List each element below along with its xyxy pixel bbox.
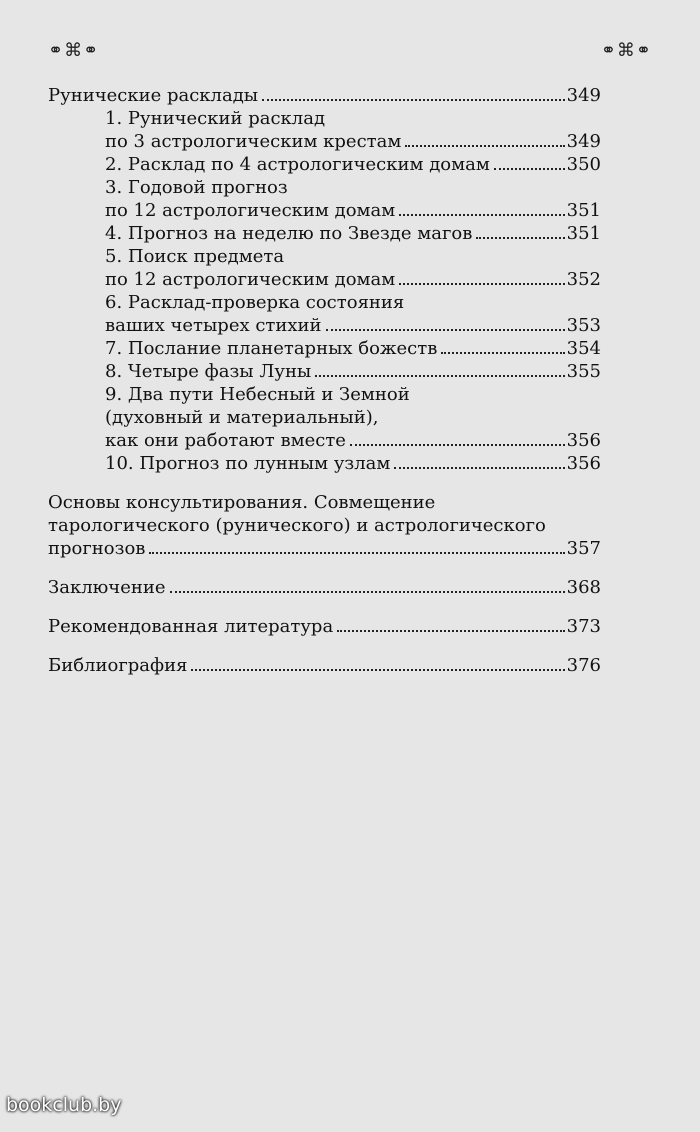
toc-entry-title-line: 5. Поиск предмета (105, 246, 285, 267)
toc-page-number: 349 (566, 85, 601, 106)
toc-entry-title-line: Основы консультирования. Совмещение (48, 492, 436, 513)
toc-entry-title-line: 3. Годовой прогноз (105, 177, 288, 198)
toc-leader (441, 352, 564, 354)
toc-entry-title: Рунические расклады (48, 85, 259, 106)
toc-entry-title: по 12 астрологическим домам (105, 269, 396, 290)
toc-entry-title: по 3 астрологическим крестам (105, 131, 402, 152)
toc-leader (170, 591, 565, 593)
toc-entry-title: как они работают вместе (105, 430, 346, 451)
toc-leader (405, 145, 564, 147)
toc-page-number: 368 (566, 577, 601, 598)
toc-page-number: 353 (566, 315, 601, 336)
toc-subentry[interactable] (48, 291, 601, 337)
toc-subentries (48, 107, 601, 475)
toc-entry-title: 4. Прогноз на неделю по Звезде магов (105, 223, 473, 244)
toc-page-number: 354 (566, 338, 601, 359)
toc-leader (337, 630, 564, 632)
toc-leader (476, 237, 564, 239)
toc-entry-title: Заключение (48, 577, 166, 598)
toc-entry-conclusion[interactable] (48, 576, 601, 599)
toc-leader (191, 669, 564, 671)
header-ornament-left: ⚭⌘⚭ (48, 40, 100, 61)
table-of-contents (48, 84, 601, 677)
toc-entry-title-line: 1. Рунический расклад (105, 108, 326, 129)
toc-page-number: 351 (566, 200, 601, 221)
toc-entry-title: по 12 астрологическим домам (105, 200, 396, 221)
toc-entry-title-line: (духовный и материальный), (105, 407, 379, 428)
watermark-text: bookclub.by (6, 1094, 122, 1116)
toc-subentry[interactable] (48, 245, 601, 291)
toc-entry-consulting[interactable] (48, 491, 601, 560)
toc-entry-title-line: 9. Два пути Небесный и Земной (105, 384, 410, 405)
toc-subentry[interactable] (48, 222, 601, 245)
toc-subentry[interactable] (48, 153, 601, 176)
header-ornament-right: ⚭⌘⚭ (600, 40, 652, 61)
toc-entry-title: ваших четырех стихий (105, 315, 322, 336)
toc-subentry[interactable] (48, 452, 601, 475)
toc-entry-title: 8. Четыре фазы Луны (105, 361, 312, 382)
toc-page-number: 349 (566, 131, 601, 152)
toc-leader (394, 467, 564, 469)
toc-entry-runic-spreads[interactable] (48, 84, 601, 107)
toc-page-number: 355 (566, 361, 601, 382)
toc-leader (262, 99, 565, 101)
toc-page-number: 373 (566, 616, 601, 637)
toc-leader (494, 168, 565, 170)
toc-entry-title: 7. Послание планетарных божеств (105, 338, 438, 359)
toc-page-number: 352 (566, 269, 601, 290)
toc-page-number: 350 (566, 154, 601, 175)
toc-leader (326, 329, 565, 331)
toc-subentry[interactable] (48, 360, 601, 383)
toc-page-number: 356 (566, 430, 601, 451)
toc-leader (399, 214, 564, 216)
toc-entry-title: 2. Расклад по 4 астрологическим домам (105, 154, 490, 175)
toc-entry-title: Рекомендованная литература (48, 616, 334, 637)
toc-page-number: 356 (566, 453, 601, 474)
toc-page-number: 376 (566, 655, 601, 676)
toc-entry-recommended-literature[interactable] (48, 615, 601, 638)
toc-subentry[interactable] (48, 176, 601, 222)
toc-subentry[interactable] (48, 383, 601, 452)
toc-entry-bibliography[interactable] (48, 654, 601, 677)
toc-entry-title: 10. Прогноз по лунным узлам (105, 453, 391, 474)
toc-page-number: 351 (566, 223, 601, 244)
toc-entry-title: Библиография (48, 655, 188, 676)
toc-leader (350, 444, 565, 446)
toc-entry-title-line: тарологического (рунического) и астрологического (48, 515, 546, 536)
toc-page-number: 357 (566, 538, 601, 559)
toc-entry-title-line: прогнозов (48, 538, 146, 559)
toc-leader (149, 552, 564, 554)
toc-subentry[interactable] (48, 337, 601, 360)
toc-subentry[interactable] (48, 107, 601, 153)
toc-entry-title-line: 6. Расклад-проверка состояния (105, 292, 405, 313)
toc-leader (315, 375, 564, 377)
toc-leader (399, 283, 564, 285)
